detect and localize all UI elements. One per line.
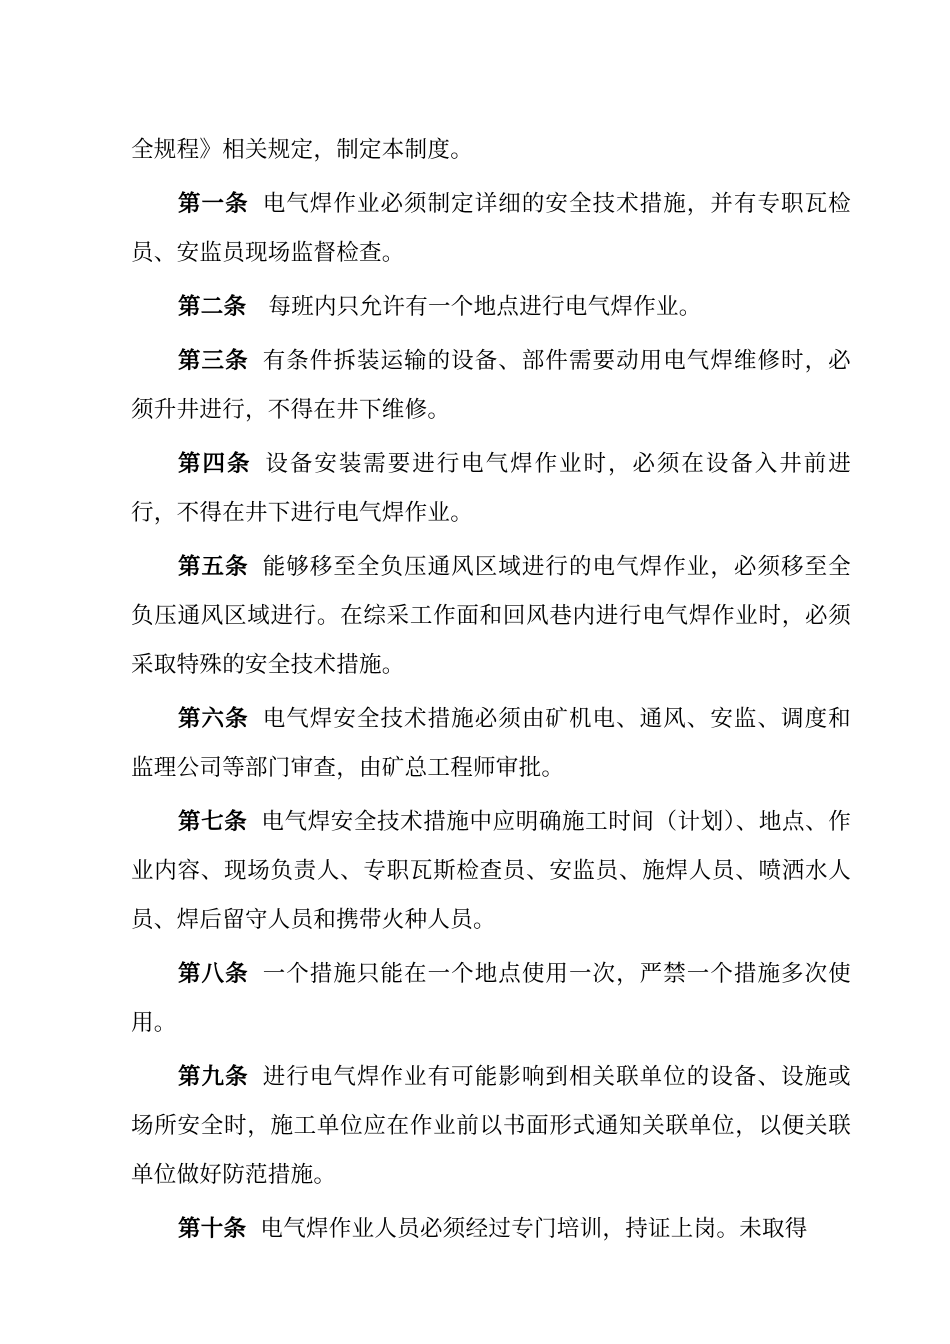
intro-paragraph: 全规程》相关规定，制定本制度。 <box>131 137 474 163</box>
article-text: 一个措施只能在一个地点使用一次，严禁一个措施多次使用。 <box>131 961 851 1036</box>
article-9 <box>131 1053 851 1200</box>
article-7 <box>131 798 851 945</box>
article-5 <box>131 543 851 690</box>
article-text: 电气焊作业必须制定详细的安全技术措施，并有专职瓦检员、安监员现场监督检查。 <box>131 191 851 266</box>
article-text: 每班内只允许有一个地点进行电气焊作业。 <box>268 294 702 320</box>
article-10 <box>131 1205 851 1254</box>
article-text: 有条件拆装运输的设备、部件需要动用电气焊维修时，必须升井进行，不得在井下维修。 <box>131 348 851 423</box>
article-number: 第六条 <box>178 706 249 732</box>
article-number: 第七条 <box>178 809 248 835</box>
article-3 <box>131 337 851 435</box>
article-number: 第八条 <box>178 961 249 987</box>
article-number: 第五条 <box>178 554 249 580</box>
article-text: 电气焊安全技术措施必须由矿机电、通风、安监、调度和监理公司等部门审查，由矿总工程师审批。 <box>131 706 851 781</box>
article-number: 第九条 <box>178 1064 249 1090</box>
article-text: 电气焊作业人员必须经过专门培训，持证上岗。未取得 <box>260 1216 808 1242</box>
article-6 <box>131 695 851 793</box>
article-8 <box>131 950 851 1048</box>
article-number: 第四条 <box>178 451 252 477</box>
article-text: 电气焊安全技术措施中应明确施工时间（计划）、地点、作业内容、现场负责人、专职瓦斯检查员、安监员、施焊人员、喷洒水人员、焊后留守人员和携带火种人员。 <box>131 809 851 933</box>
article-number: 第一条 <box>178 191 249 217</box>
article-text: 进行电气焊作业有可能影响到相关联单位的设备、设施或场所安全时，施工单位应在作业前以书面形式通知关联单位，以便关联单位做好防范措施。 <box>131 1064 851 1188</box>
article-2 <box>131 283 851 332</box>
article-number: 第三条 <box>178 348 249 374</box>
article-text: 设备安装需要进行电气焊作业时，必须在设备入井前进行，不得在井下进行电气焊作业。 <box>131 451 852 526</box>
article-4 <box>131 440 851 538</box>
document-body <box>131 126 851 1259</box>
article-text: 能够移至全负压通风区域进行的电气焊作业，必须移至全负压通风区域进行。在综采工作面和回风巷内进行电气焊作业时，必须采取特殊的安全技术措施。 <box>131 554 851 678</box>
article-number: 第十条 <box>178 1216 247 1242</box>
article-number: 第二条 <box>178 294 247 320</box>
article-1 <box>131 180 851 278</box>
